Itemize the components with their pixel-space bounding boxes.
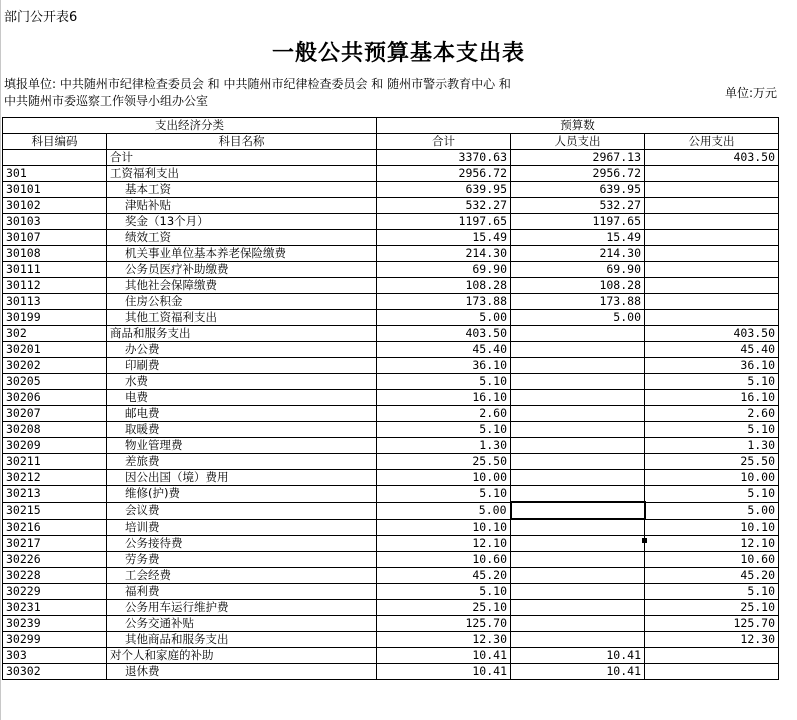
table-row	[3, 246, 779, 262]
cell-total[interactable]: 25.10	[377, 600, 511, 616]
cell-total[interactable]: 16.10	[377, 390, 511, 406]
cell-personnel[interactable]	[511, 358, 645, 374]
cell-public[interactable]: 403.50	[645, 326, 779, 342]
cell-public[interactable]	[645, 664, 779, 680]
cell-total[interactable]: 12.30	[377, 632, 511, 648]
cell-public[interactable]: 10.10	[645, 519, 779, 536]
cell-name[interactable]: 奖金（13个月）	[107, 214, 377, 230]
cell-code[interactable]: 30112	[3, 278, 107, 294]
table-row	[3, 552, 779, 568]
cell-code[interactable]: 30101	[3, 182, 107, 198]
cell-personnel[interactable]	[511, 502, 645, 519]
table-row	[3, 294, 779, 310]
table-row	[3, 214, 779, 230]
cell-public[interactable]	[645, 214, 779, 230]
cell-code[interactable]: 30199	[3, 310, 107, 326]
table-row	[3, 182, 779, 198]
page-title: 一般公共预算基本支出表	[271, 41, 525, 66]
table-row	[3, 616, 779, 632]
table-row	[3, 568, 779, 584]
cell-name[interactable]: 对个人和家庭的补助	[107, 648, 377, 664]
cell-public[interactable]	[645, 182, 779, 198]
table-row	[3, 502, 779, 519]
cell-personnel[interactable]: 639.95	[511, 182, 645, 198]
table-row	[3, 632, 779, 648]
cell-personnel[interactable]	[511, 470, 645, 486]
cell-personnel[interactable]	[511, 486, 645, 503]
cell-name[interactable]: 劳务费	[107, 552, 377, 568]
cell-personnel[interactable]	[511, 390, 645, 406]
cell-personnel[interactable]: 15.49	[511, 230, 645, 246]
cell-code[interactable]: 30208	[3, 422, 107, 438]
cell-total[interactable]: 45.40	[377, 342, 511, 358]
cell-total[interactable]: 45.20	[377, 568, 511, 584]
cell-total[interactable]: 1.30	[377, 438, 511, 454]
cell-name[interactable]: 邮电费	[107, 406, 377, 422]
table-row	[3, 198, 779, 214]
cell-code[interactable]: 30226	[3, 552, 107, 568]
cell-personnel[interactable]: 214.30	[511, 246, 645, 262]
cell-total[interactable]: 10.00	[377, 470, 511, 486]
cell-public[interactable]: 45.40	[645, 342, 779, 358]
table-row	[3, 166, 779, 182]
cell-code[interactable]: 30209	[3, 438, 107, 454]
cell-code[interactable]: 30102	[3, 198, 107, 214]
sheet-edge	[0, 0, 1, 720]
cell-personnel[interactable]	[511, 568, 645, 584]
cell-public[interactable]	[645, 262, 779, 278]
cell-total[interactable]: 15.49	[377, 230, 511, 246]
cell-total[interactable]: 214.30	[377, 246, 511, 262]
cell-public[interactable]: 5.00	[645, 502, 779, 519]
cell-code[interactable]: 30103	[3, 214, 107, 230]
cell-name[interactable]: 工资福利支出	[107, 166, 377, 182]
table-row	[3, 326, 779, 342]
cell-total[interactable]: 12.10	[377, 536, 511, 552]
cell-code[interactable]: 30108	[3, 246, 107, 262]
cell-personnel[interactable]: 1197.65	[511, 214, 645, 230]
cell-name[interactable]: 工会经费	[107, 568, 377, 584]
cell-public[interactable]: 125.70	[645, 616, 779, 632]
cell-name[interactable]: 其他商品和服务支出	[107, 632, 377, 648]
cell-name[interactable]: 退休费	[107, 664, 377, 680]
cell-name[interactable]: 住房公积金	[107, 294, 377, 310]
cell-personnel[interactable]	[511, 342, 645, 358]
cell-name[interactable]: 机关事业单位基本养老保险缴费	[107, 246, 377, 262]
cell-public[interactable]: 36.10	[645, 358, 779, 374]
cell-total[interactable]: 403.50	[377, 326, 511, 342]
header-public[interactable]: 公用支出	[645, 134, 779, 150]
cell-total[interactable]: 173.88	[377, 294, 511, 310]
cell-total[interactable]: 25.50	[377, 454, 511, 470]
table-row	[3, 230, 779, 246]
cell-total[interactable]: 639.95	[377, 182, 511, 198]
cell-name[interactable]: 绩效工资	[107, 230, 377, 246]
cell-public[interactable]: 5.10	[645, 584, 779, 600]
cell-public[interactable]	[645, 294, 779, 310]
cell-personnel[interactable]: 69.90	[511, 262, 645, 278]
table-row	[3, 358, 779, 374]
cell-code[interactable]: 30206	[3, 390, 107, 406]
table-row	[3, 454, 779, 470]
cell-total[interactable]: 5.10	[377, 374, 511, 390]
cell-public[interactable]: 16.10	[645, 390, 779, 406]
cell-name[interactable]: 津贴补贴	[107, 198, 377, 214]
cell-code[interactable]: 303	[3, 648, 107, 664]
fill-handle[interactable]	[642, 538, 647, 543]
fill-unit: 填报单位: 中共随州市纪律检查委员会 和 中共随州市纪律检查委员会 和 随州市警示教育中心 和 中共随州市委巡察工作领导小组办公室	[4, 77, 511, 108]
cell-total[interactable]: 10.41	[377, 648, 511, 664]
cell-total[interactable]: 532.27	[377, 198, 511, 214]
cell-name[interactable]: 公务用车运行维护费	[107, 600, 377, 616]
cell-public[interactable]: 12.30	[645, 632, 779, 648]
cell-personnel[interactable]	[511, 536, 645, 552]
cell-name[interactable]: 印刷费	[107, 358, 377, 374]
cell-public[interactable]: 12.10	[645, 536, 779, 552]
cell-name[interactable]: 其他社会保障缴费	[107, 278, 377, 294]
cell-total[interactable]: 125.70	[377, 616, 511, 632]
cell-personnel[interactable]	[511, 438, 645, 454]
unit-label: 单位:万元	[724, 86, 777, 100]
cell-name[interactable]: 公务交通补贴	[107, 616, 377, 632]
cell-total[interactable]: 10.10	[377, 519, 511, 536]
cell-personnel[interactable]	[511, 552, 645, 568]
cell-public[interactable]	[645, 648, 779, 664]
header-row-group	[3, 118, 779, 134]
cell-total[interactable]: 3370.63	[377, 150, 511, 166]
cell-personnel[interactable]	[511, 519, 645, 536]
cell-name[interactable]: 电费	[107, 390, 377, 406]
table-row	[3, 390, 779, 406]
cell-code[interactable]: 30299	[3, 632, 107, 648]
cell-personnel[interactable]	[511, 584, 645, 600]
budget-table	[2, 117, 779, 680]
cell-code[interactable]: 30213	[3, 486, 107, 503]
cell-total[interactable]: 2.60	[377, 406, 511, 422]
cell-code[interactable]: 30111	[3, 262, 107, 278]
cell-total[interactable]: 5.00	[377, 310, 511, 326]
cell-code[interactable]: 30201	[3, 342, 107, 358]
cell-personnel[interactable]: 532.27	[511, 198, 645, 214]
cell-name[interactable]: 其他工资福利支出	[107, 310, 377, 326]
cell-personnel[interactable]	[511, 406, 645, 422]
table-row	[3, 374, 779, 390]
header-code[interactable]: 科目编码	[3, 134, 107, 150]
cell-public[interactable]: 403.50	[645, 150, 779, 166]
cell-code[interactable]: 30107	[3, 230, 107, 246]
cell-public[interactable]: 2.60	[645, 406, 779, 422]
cell-total[interactable]: 2956.72	[377, 166, 511, 182]
cell-name[interactable]: 合计	[107, 150, 377, 166]
cell-total[interactable]: 5.10	[377, 486, 511, 503]
cell-personnel[interactable]: 10.41	[511, 664, 645, 680]
table-row	[3, 536, 779, 552]
cell-public[interactable]	[645, 198, 779, 214]
cell-personnel[interactable]	[511, 632, 645, 648]
table-row	[3, 486, 779, 503]
cell-code[interactable]: 30215	[3, 502, 107, 519]
cell-name[interactable]: 公务接待费	[107, 536, 377, 552]
cell-public[interactable]: 5.10	[645, 374, 779, 390]
cell-public[interactable]	[645, 166, 779, 182]
cell-name[interactable]: 差旅费	[107, 454, 377, 470]
cell-public[interactable]: 25.50	[645, 454, 779, 470]
cell-public[interactable]: 1.30	[645, 438, 779, 454]
cell-total[interactable]: 5.10	[377, 422, 511, 438]
cell-personnel[interactable]	[511, 326, 645, 342]
table-row	[3, 150, 779, 166]
cell-code[interactable]	[3, 150, 107, 166]
cell-name[interactable]: 商品和服务支出	[107, 326, 377, 342]
table-row	[3, 438, 779, 454]
cell-name[interactable]: 维修(护)费	[107, 486, 377, 503]
cell-public[interactable]	[645, 230, 779, 246]
cell-public[interactable]: 5.10	[645, 422, 779, 438]
cell-personnel[interactable]	[511, 600, 645, 616]
cell-code[interactable]: 30216	[3, 519, 107, 536]
cell-public[interactable]: 10.60	[645, 552, 779, 568]
table-row	[3, 648, 779, 664]
cell-personnel[interactable]: 5.00	[511, 310, 645, 326]
cell-code[interactable]: 30207	[3, 406, 107, 422]
table-row	[3, 278, 779, 294]
cell-total[interactable]: 10.60	[377, 552, 511, 568]
cell-public[interactable]: 10.00	[645, 470, 779, 486]
header-total[interactable]: 合计	[377, 134, 511, 150]
cell-code[interactable]: 302	[3, 326, 107, 342]
cell-name[interactable]: 公务员医疗补助缴费	[107, 262, 377, 278]
table-body	[3, 150, 779, 680]
cell-code[interactable]: 301	[3, 166, 107, 182]
cell-total[interactable]: 1197.65	[377, 214, 511, 230]
cell-personnel[interactable]: 2967.13	[511, 150, 645, 166]
cell-code[interactable]: 30211	[3, 454, 107, 470]
cell-total[interactable]: 5.00	[377, 502, 511, 519]
cell-personnel[interactable]	[511, 422, 645, 438]
cell-name[interactable]: 取暖费	[107, 422, 377, 438]
cell-total[interactable]: 10.41	[377, 664, 511, 680]
cell-code[interactable]: 30228	[3, 568, 107, 584]
table-row	[3, 600, 779, 616]
cell-public[interactable]: 45.20	[645, 568, 779, 584]
cell-code[interactable]: 30231	[3, 600, 107, 616]
cell-public[interactable]: 5.10	[645, 486, 779, 503]
header-name[interactable]: 科目名称	[107, 134, 377, 150]
table-row	[3, 519, 779, 536]
cell-public[interactable]: 25.10	[645, 600, 779, 616]
cell-code[interactable]: 30229	[3, 584, 107, 600]
table-row	[3, 342, 779, 358]
table-row	[3, 584, 779, 600]
cell-total[interactable]: 5.10	[377, 584, 511, 600]
header-budget[interactable]: 预算数	[377, 118, 779, 134]
cell-total[interactable]: 36.10	[377, 358, 511, 374]
cell-personnel[interactable]: 2956.72	[511, 166, 645, 182]
cell-personnel[interactable]	[511, 616, 645, 632]
cell-name[interactable]: 福利费	[107, 584, 377, 600]
cell-name[interactable]: 因公出国（境）费用	[107, 470, 377, 486]
cell-code[interactable]: 30239	[3, 616, 107, 632]
cell-name[interactable]: 会议费	[107, 502, 377, 519]
cell-total[interactable]: 108.28	[377, 278, 511, 294]
cell-name[interactable]: 基本工资	[107, 182, 377, 198]
cell-name[interactable]: 办公费	[107, 342, 377, 358]
table-caption: 部门公开表6	[4, 10, 78, 25]
cell-code[interactable]: 30202	[3, 358, 107, 374]
cell-code[interactable]: 30302	[3, 664, 107, 680]
cell-personnel[interactable]: 10.41	[511, 648, 645, 664]
cell-personnel[interactable]: 173.88	[511, 294, 645, 310]
header-economic-class[interactable]: 支出经济分类	[3, 118, 377, 134]
cell-public[interactable]	[645, 278, 779, 294]
cell-public[interactable]	[645, 246, 779, 262]
table-row	[3, 406, 779, 422]
cell-code[interactable]: 30205	[3, 374, 107, 390]
cell-personnel[interactable]	[511, 454, 645, 470]
cell-code[interactable]: 30113	[3, 294, 107, 310]
header-personnel[interactable]: 人员支出	[511, 134, 645, 150]
table-row	[3, 470, 779, 486]
table-row	[3, 310, 779, 326]
table-row	[3, 664, 779, 680]
cell-code[interactable]: 30212	[3, 470, 107, 486]
header-row-columns	[3, 134, 779, 150]
cell-public[interactable]	[645, 310, 779, 326]
table-row	[3, 422, 779, 438]
cell-total[interactable]: 69.90	[377, 262, 511, 278]
cell-name[interactable]: 物业管理费	[107, 438, 377, 454]
cell-personnel[interactable]	[511, 374, 645, 390]
cell-code[interactable]: 30217	[3, 536, 107, 552]
cell-name[interactable]: 水费	[107, 374, 377, 390]
cell-personnel[interactable]: 108.28	[511, 278, 645, 294]
cell-name[interactable]: 培训费	[107, 519, 377, 536]
table-row	[3, 262, 779, 278]
